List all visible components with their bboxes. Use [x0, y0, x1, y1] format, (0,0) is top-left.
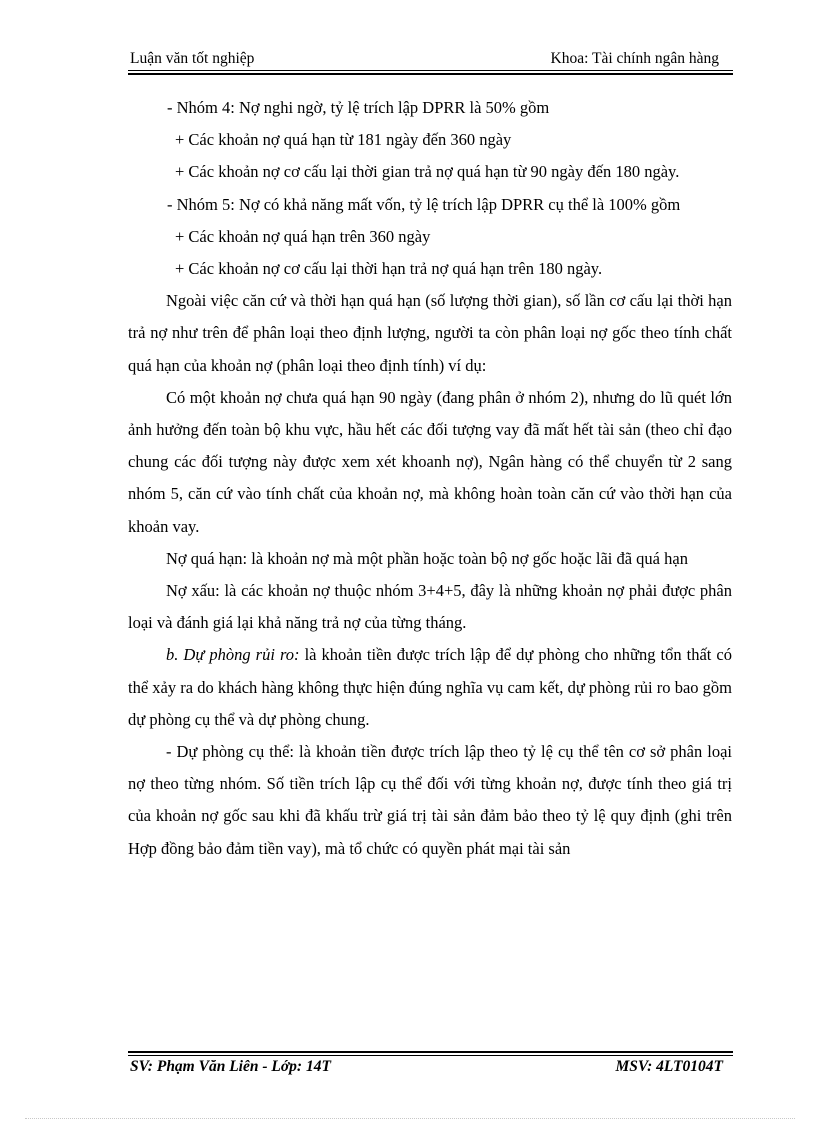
header-rule-thick	[128, 73, 733, 75]
header-thesis-title: Luận văn tốt nghiệp	[130, 50, 255, 67]
paragraph-risk-provision	[128, 639, 732, 736]
header-faculty: Khoa: Tài chính ngân hàng	[550, 50, 719, 67]
paragraph-group-4-item-2: + Các khoản nợ cơ cấu lại thời gian trả nợ quá hạn từ 90 ngày đến 180 ngày.	[175, 162, 680, 182]
paragraph-group-5-item-2: + Các khoản nợ cơ cấu lại thời hạn trả nợ quá hạn trên 180 ngày.	[175, 259, 603, 279]
paragraph-group-4-item-1: + Các khoản nợ quá hạn từ 181 ngày đến 360 ngày	[175, 130, 512, 150]
header-rule-thin	[128, 70, 733, 71]
paragraph-example: Có một khoản nợ chưa quá hạn 90 ngày (đang phân ở nhóm 2), nhưng do lũ quét lớn ảnh hưởng đến toàn bộ khu vực, hầu hết các đối tượng vay đã mất hết tài sản (theo chỉ đạo chung các đối tượng này được xem xét khoanh nợ), Ngân hàng có thể chuyển từ 2 sang nhóm 5, căn cứ vào tính chất của khoản nợ, mà không hoàn toàn căn cứ vào thời hạn của khoản vay.	[128, 387, 732, 536]
paragraph-qualitative-classification: Ngoài việc căn cứ và thời hạn quá hạn (số lượng thời gian), số lần cơ cấu lại thời hạn trả nợ như trên để phân loại theo định lượng, người ta còn phân loại nợ gốc theo tính chất quá hạn của khoản nợ (phân loại theo định tính) ví dụ:	[128, 291, 732, 375]
paragraph-specific-provision: - Dự phòng cụ thể: là khoản tiền được trích lập theo tỷ lệ cụ thể tên cơ sở phân loại nợ theo từng nhóm. Số tiền trích lập cụ thể đối với từng khoản nợ, được tính theo giá trị của khoản nợ gốc sau khi đã khấu trừ giá trị tài sản đảm bảo theo tỷ lệ quy định (ghi trên Hợp đồng bảo đảm tiền vay), mà tổ chức có quyền phát mại tài sản	[128, 742, 732, 858]
page-footer	[128, 1056, 733, 1080]
footer-student-id: MSV: 4LT0104T	[615, 1058, 723, 1075]
risk-provision-text: là khoản tiền được trích lập để dự phòng cho những tổn thất có thể xảy ra do khách hàng không thực hiện đúng nghĩa vụ cam kết, dự phòng rủi ro bao gồm dự phòng cụ thể và dự phòng chung.	[128, 645, 732, 729]
paragraph-group-5-item-1: + Các khoản nợ quá hạn trên 360 ngày	[175, 226, 431, 246]
paragraph-group-5: - Nhóm 5: Nợ có khả năng mất vốn, tỷ lệ trích lập DPRR cụ thể là 100% gồm	[167, 194, 681, 214]
paragraph-bad-debt: Nợ xấu: là các khoản nợ thuộc nhóm 3+4+5, đây là những khoản nợ phải được phân loại và đánh giá lại khả năng trả nợ của từng tháng.	[128, 581, 732, 633]
page-header	[128, 46, 733, 72]
page-bottom-dotted-line	[25, 1118, 795, 1119]
paragraph-group-4: - Nhóm 4: Nợ nghi ngờ, tỷ lệ trích lập DPRR là 50% gồm	[167, 98, 550, 117]
risk-provision-heading: b. Dự phòng rủi ro:	[166, 645, 300, 665]
paragraph-overdue-debt: Nợ quá hạn: là khoản nợ mà một phần hoặc toàn bộ nợ gốc hoặc lãi đã quá hạn	[166, 548, 688, 568]
footer-student-info: SV: Phạm Văn Liên - Lớp: 14T	[130, 1058, 331, 1075]
footer-rule-thick	[128, 1051, 733, 1053]
body-text	[128, 92, 732, 865]
